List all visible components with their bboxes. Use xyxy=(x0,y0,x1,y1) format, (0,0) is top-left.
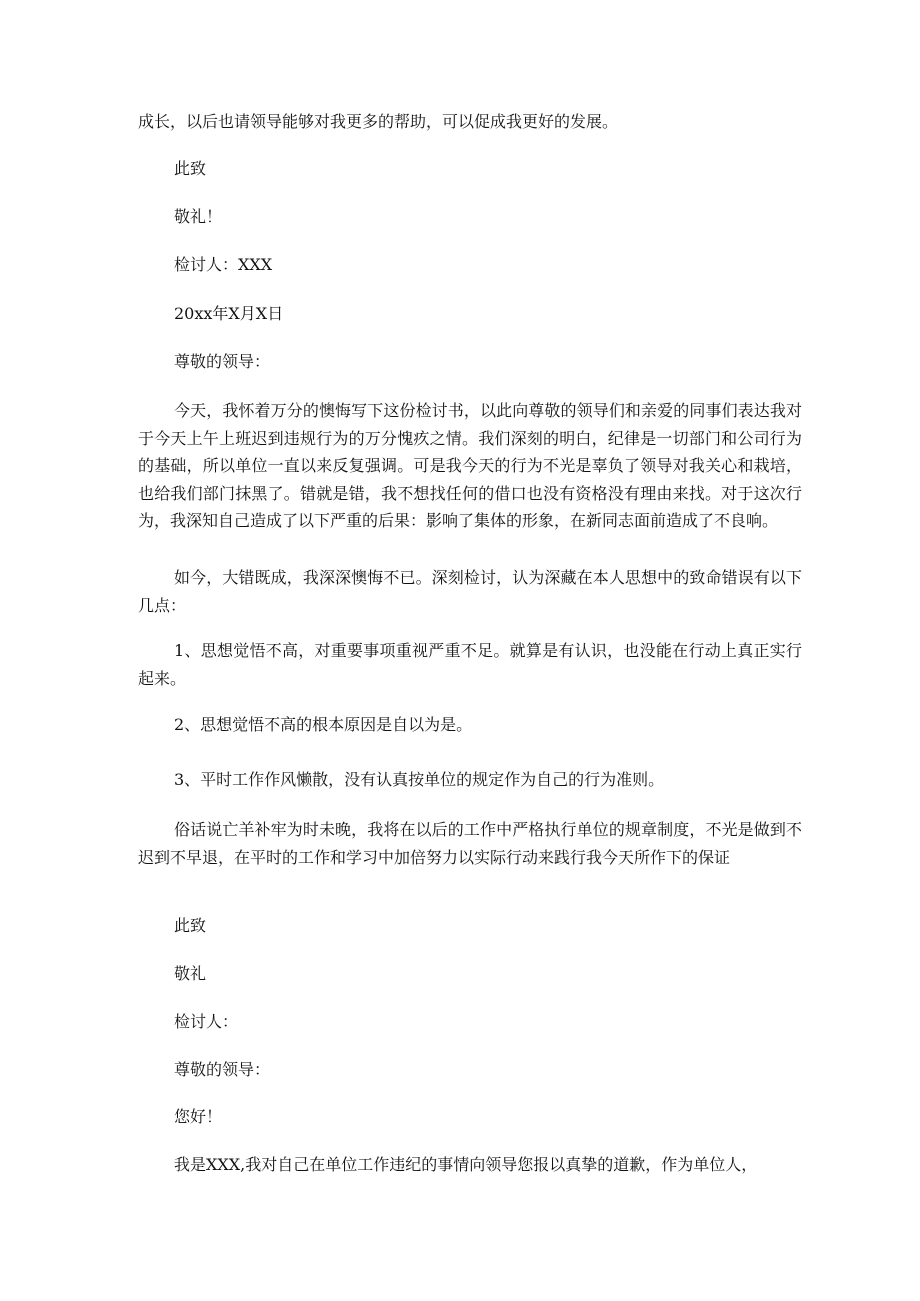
list-item: 1、思想觉悟不高，对重要事项重视严重不足。就算是有认识，也没能在行动上真正实行起来。 xyxy=(138,641,802,688)
body-paragraph: 俗话说亡羊补牢为时未晚，我将在以后的工作中严格执行单位的规章制度，不光是做到不迟到不早退，在平时的工作和学习中加倍努力以实际行动来践行我今天所作下的保证 xyxy=(138,820,802,867)
closing-respect: 敬礼！ xyxy=(174,207,223,226)
closing-salutation: 此致 xyxy=(174,916,207,935)
paragraph-continuation: 成长，以后也请领导能够对我更多的帮助，可以促成我更好的发展。 xyxy=(138,112,619,131)
list-item: 2、思想觉悟不高的根本原因是自以为是。 xyxy=(174,715,473,734)
greeting-hello: 您好！ xyxy=(174,1107,223,1126)
signature-line: 检讨人：XXX xyxy=(174,255,273,274)
body-paragraph: 我是XXX,我对自己在单位工作违纪的事情向领导您报以真挚的道歉，作为单位人， xyxy=(174,1155,758,1174)
greeting: 尊敬的领导： xyxy=(174,1060,271,1079)
closing-salutation: 此致 xyxy=(174,159,207,178)
signature-line: 检讨人： xyxy=(174,1012,239,1031)
body-paragraph: 今天，我怀着万分的懊悔写下这份检讨书，以此向尊敬的领导们和亲爱的同事们表达我对于今天上午上班迟到违规行为的万分愧疚之情。我们深刻的明白，纪律是一切部门和公司行为的基础，所以单位一直以来反复强调。可是我今天的行为不光是辜负了领导对我关心和栽培，也给我们部门抹黑了。错就是错，我不想找任何的借口也没有资格没有理由来找。对于这次行为，我深知自己造成了以下严重的后果：影响了集体的形象，在新同志面前造成了不良响。 xyxy=(138,401,802,530)
body-paragraph: 如今，大错既成，我深深懊悔不已。深刻检讨，认为深藏在本人思想中的致命错误有以下几点： xyxy=(138,568,802,615)
date-line: 20xx年X月X日 xyxy=(174,304,284,323)
list-item: 3、平时工作作风懒散，没有认真按单位的规定作为自己的行为准则。 xyxy=(174,770,665,789)
closing-respect: 敬礼 xyxy=(174,964,207,983)
greeting: 尊敬的领导： xyxy=(174,352,271,371)
